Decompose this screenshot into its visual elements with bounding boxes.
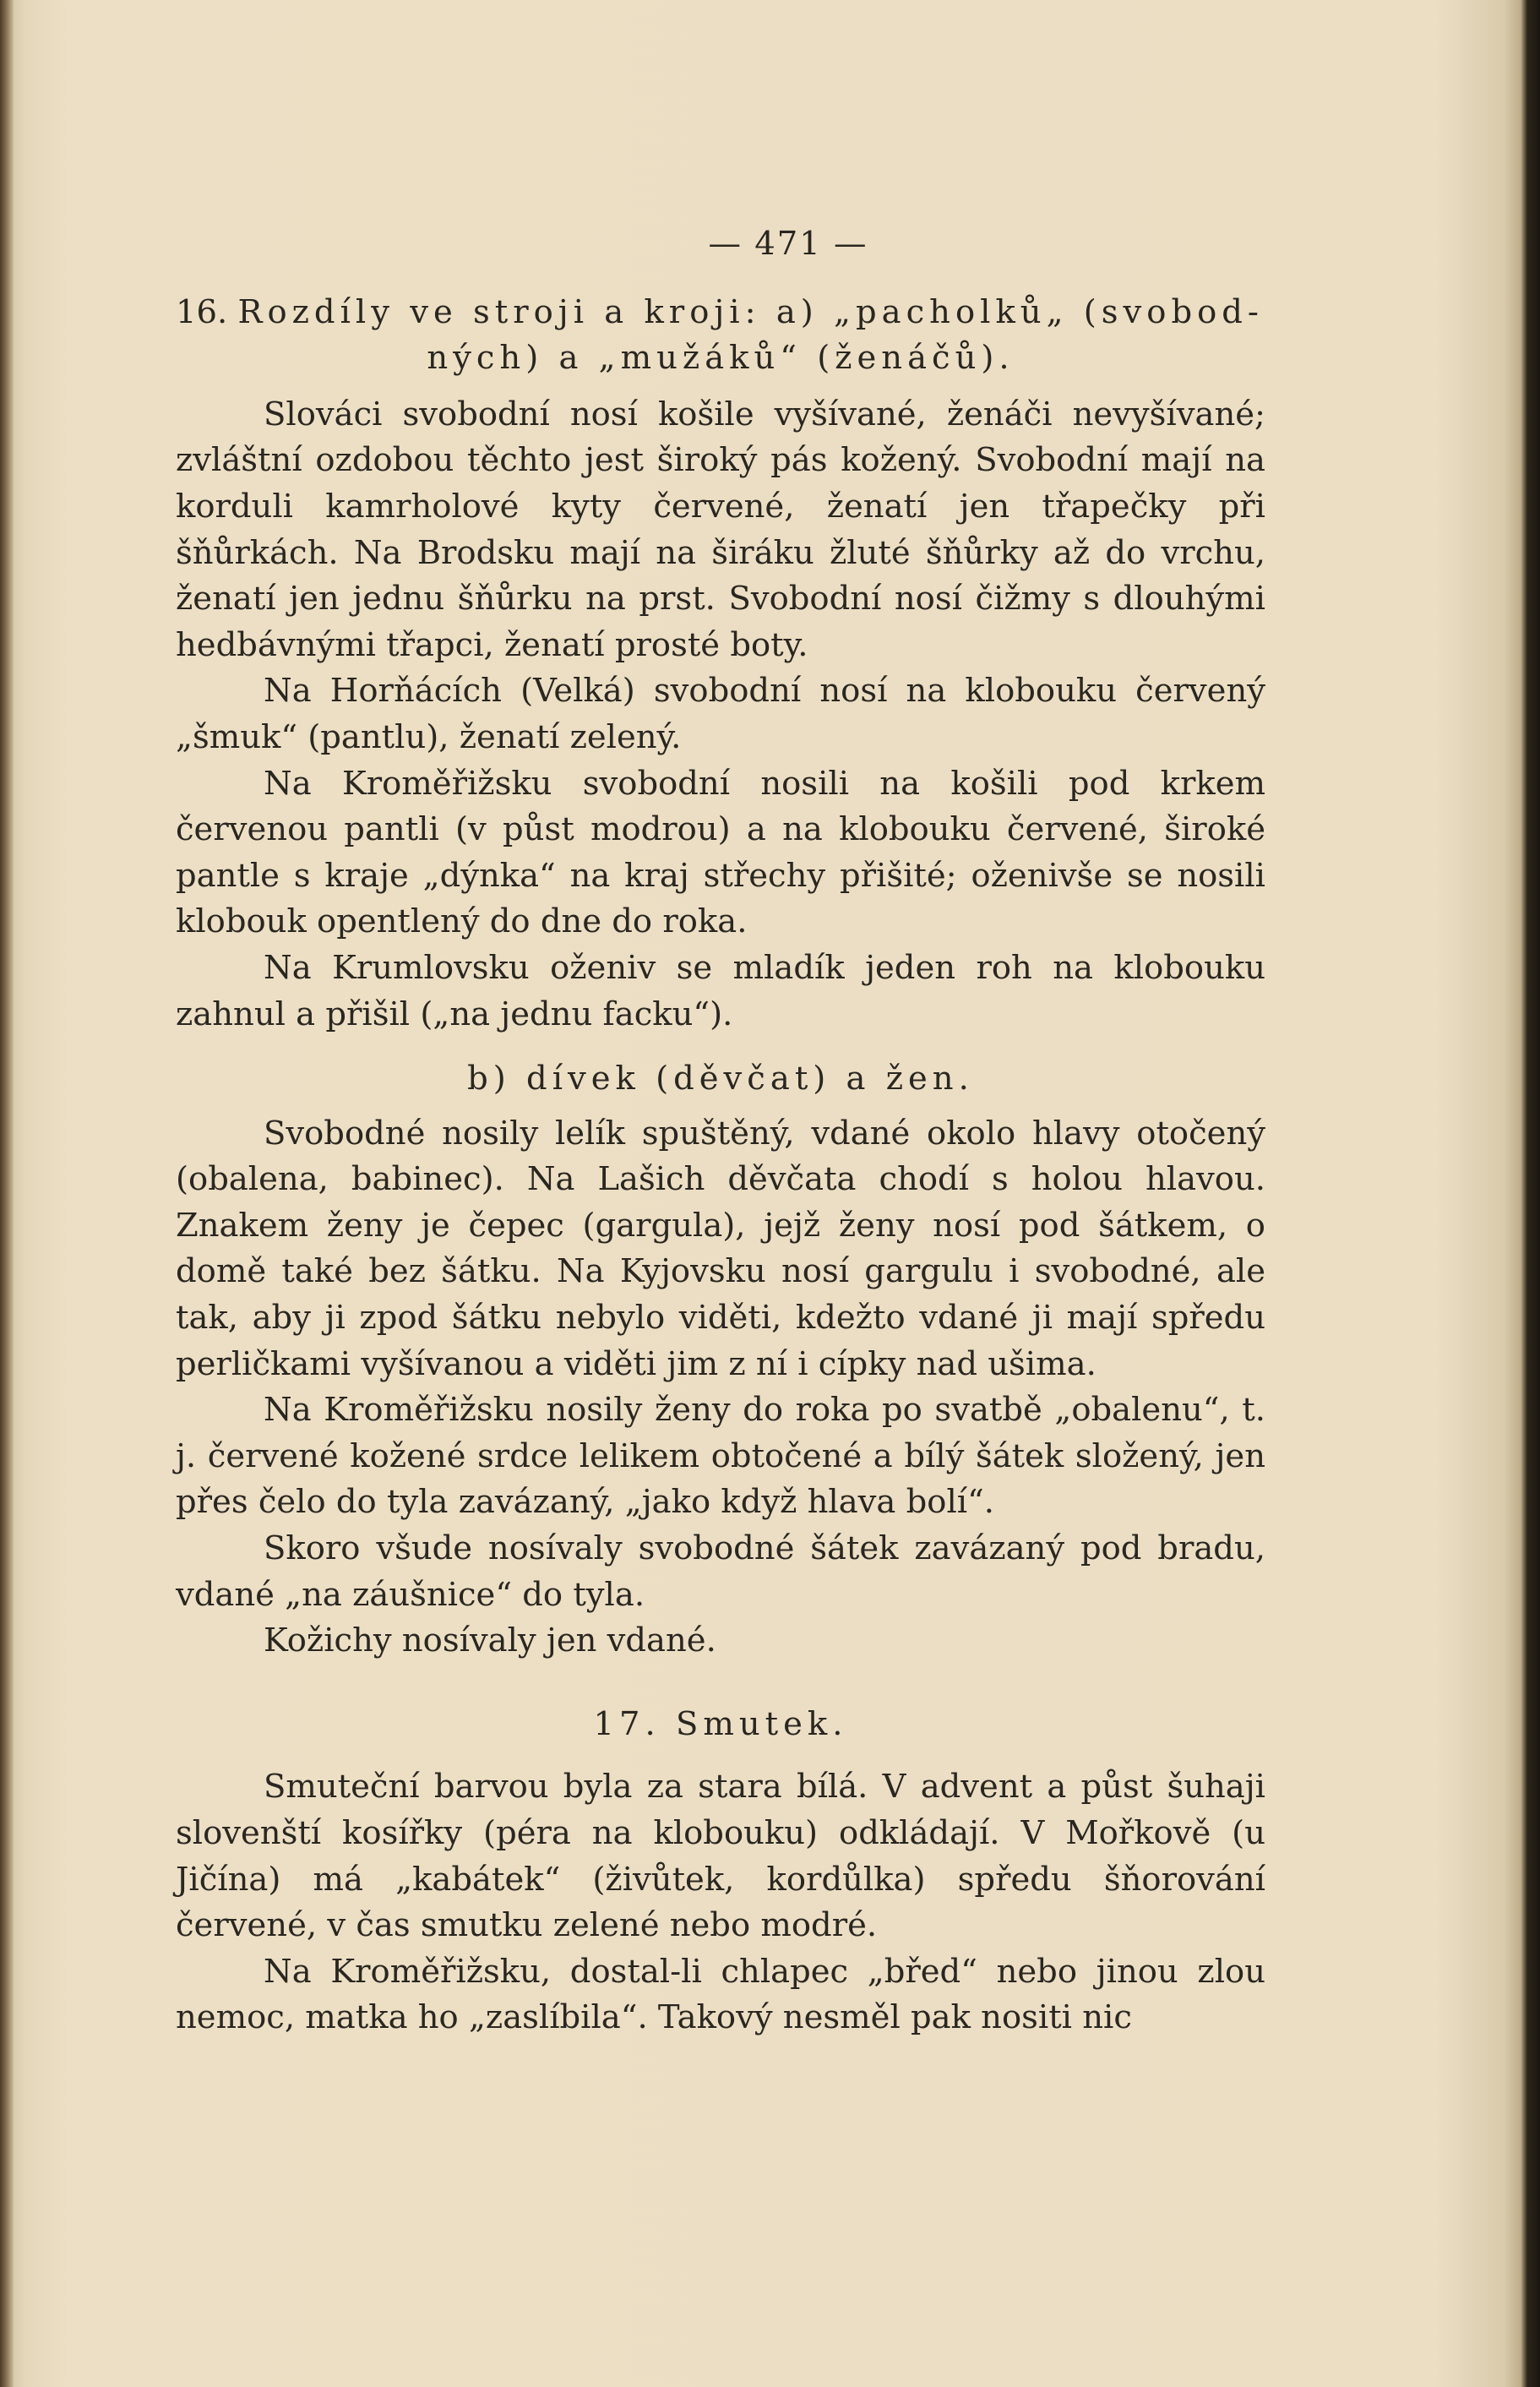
page-text <box>176 221 1265 2041</box>
paragraph: Na Kroměřižsku, dostal-li chlapec „břed“ nebo jinou zlou nemoc, matka ho „zaslíbila“. Takový nesměl pak nositi nic <box>176 1952 1265 2037</box>
page-spine-edge <box>0 0 14 2387</box>
section-16-heading <box>176 290 1265 336</box>
section-17-heading: 17. Smutek. <box>593 1704 848 1743</box>
subheading-b: b) dívek (děvčat) a žen. <box>467 1060 974 1098</box>
paragraph: Kožichy nosívaly jen vdané. <box>264 1621 716 1660</box>
page-number: — 471 — <box>708 225 868 263</box>
paragraph: Svobodné nosily lelík spuštěný, vdané okolo hlavy otočený (obalena, babinec). Na Lašich děvčata chodí s holou hlavou. Znakem ženy je čepec (gargula), jejž ženy nosí pod šátkem, o domě také bez šátku. Na Kyjovsku nosí gargulu i svobodné, ale tak, aby ji zpod šátku nebylo viděti, kdežto vdané ji mají spředu perličkami vyšívanou a viděti jim z ní i cípky nad ušima. <box>176 1114 1265 1383</box>
paragraph: Na Horňácích (Velká) svobodní nosí na klobouku červený „šmuk“ (pantlu), ženatí zelený. <box>176 672 1265 756</box>
paragraph: Slováci svobodní nosí košile vyšívané, ženáči nevyšívané; zvláštní ozdobou těchto jest široký pás kožený. Svobodní mají na korduli kamrholové kyty červené, ženatí jen třapečky při šňůrkách. Na Brodsku mají na širáku žluté šňůrky až do vrchu, ženatí jen jednu šňůrku na prst. Svobodní nosí čižmy s dlouhými hedbávnými třapci, ženatí prosté boty. <box>176 395 1265 664</box>
section-16-heading-line1: Rozdíly ve stroji a kroji: a) „pacholků„ (svobod- <box>237 292 1264 331</box>
section-16-number: 16. <box>176 292 228 331</box>
paragraph: Skoro všude nosívaly svobodné šátek zavázaný pod bradu, vdané „na záušnice“ do tyla. <box>176 1529 1265 1614</box>
paragraph: Na Kroměřižsku svobodní nosili na košili pod krkem červenou pantli (v půst modrou) a na klobouku červené, široké pantle s kraje „dýnka“ na kraj střechy přišité; oženivše se nosili klobouk opentlený do dne do roka. <box>176 764 1265 941</box>
paragraph: Na Krumlovsku oženiv se mladík jeden roh na klobouku zahnul a přišil („na jednu facku“). <box>176 948 1265 1033</box>
paragraph: Smuteční barvou byla za stara bílá. V advent a půst šuhaji slovenští kosířky (péra na klobouku) odkládají. V Mořkově (u Jičína) má „kabátek“ (živůtek, kordůlka) spředu šňorování červené, v čas smutku zelené nebo modré. <box>176 1768 1265 1945</box>
paragraph: Na Kroměřižsku nosily ženy do roka po svatbě „obalenu“, t. j. červené kožené srdce lelikem obtočené a bílý šátek složený, jen přes čelo do tyla zavázaný, „jako když hlava bolí“. <box>176 1391 1265 1522</box>
section-16-heading-line2: ných) a „mužáků“ (ženáčů). <box>427 339 1015 378</box>
